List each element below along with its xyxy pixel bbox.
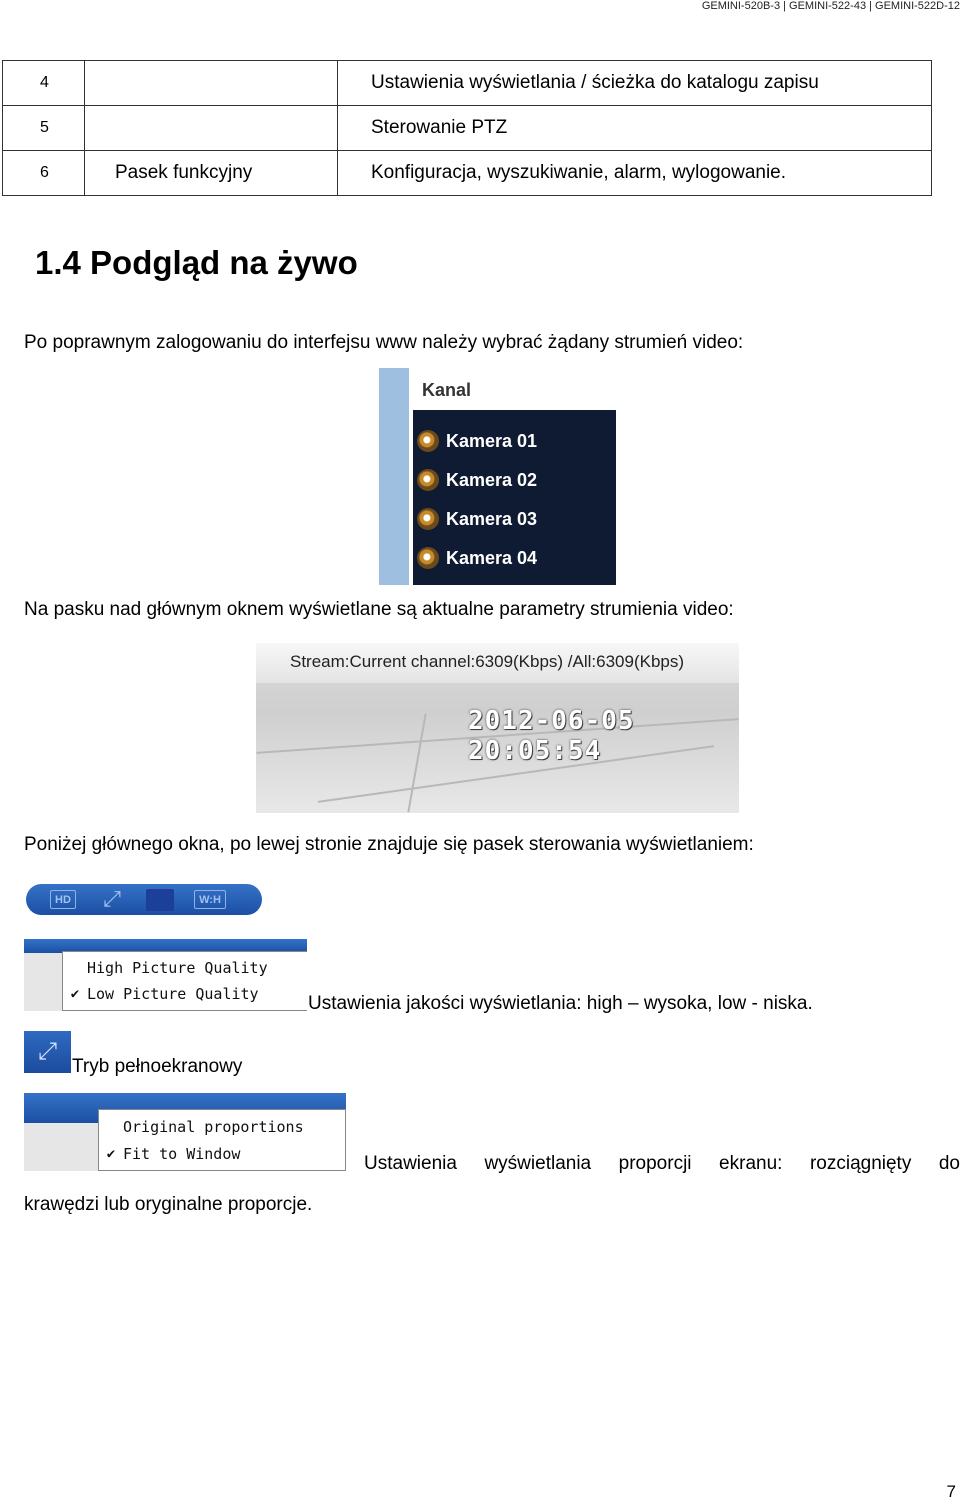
stop-square-icon[interactable] xyxy=(146,889,174,911)
table-cell-name xyxy=(85,61,338,106)
menu-item-label: Low Picture Quality xyxy=(87,985,259,1003)
hd-button[interactable]: HD xyxy=(50,890,76,909)
camera-item[interactable] xyxy=(417,465,537,495)
menu-item-label: Original proportions xyxy=(123,1118,304,1136)
menu-item-low-quality[interactable] xyxy=(63,981,307,1007)
stream-info-paragraph: Na pasku nad głównym oknem wyświetlane są aktualne parametry strumienia video: xyxy=(24,599,734,620)
stream-view-screenshot xyxy=(256,643,739,813)
spec-table xyxy=(2,60,932,196)
proportions-paragraph-line2: krawędzi lub oryginalne proporcje. xyxy=(24,1194,313,1215)
table-row xyxy=(3,61,932,106)
camera-icon xyxy=(417,469,439,491)
quality-dropdown xyxy=(62,951,307,1011)
proportions-paragraph-line1: Ustawienia wyświetlania proporcji ekranu: rozciągnięty do xyxy=(364,1153,960,1174)
stream-info-bar xyxy=(256,643,739,683)
fullscreen-icon[interactable]: ⤢ xyxy=(24,1031,71,1073)
menu-item-label: High Picture Quality xyxy=(87,959,268,977)
camera-label: Kamera 03 xyxy=(446,508,538,529)
proportion-dropdown xyxy=(98,1109,346,1171)
fullscreen-icon[interactable]: ⤢ xyxy=(103,886,121,911)
camera-label: Kamera 01 xyxy=(446,430,538,451)
channel-panel-screenshot xyxy=(379,368,616,585)
ceiling-line xyxy=(407,714,426,813)
check-icon: ✔ xyxy=(106,1146,116,1162)
table-cell-num: 4 xyxy=(3,61,85,106)
osd-timestamp: 2012-06-05 20:05:54 xyxy=(468,706,635,766)
menu-item-label: Fit to Window xyxy=(123,1145,241,1163)
table-cell-name xyxy=(85,106,338,151)
control-bar-paragraph: Poniżej głównego okna, po lewej stronie znajduje się pasek sterowania wyświetlaniem: xyxy=(24,834,754,855)
fullscreen-label: Tryb pełnoekranowy xyxy=(72,1056,243,1077)
quality-paragraph: Ustawienia jakości wyświetlania: high – wysoka, low - niska. xyxy=(308,993,813,1014)
camera-item[interactable] xyxy=(417,426,537,456)
table-cell-name: Pasek funkcyjny xyxy=(85,151,338,196)
section-title: 1.4 Podgląd na żywo xyxy=(35,244,358,281)
camera-icon xyxy=(417,547,439,569)
menu-item-original-proportions[interactable] xyxy=(99,1114,345,1140)
menu-item-fit-to-window[interactable] xyxy=(99,1141,345,1167)
check-icon: ✔ xyxy=(70,986,80,1002)
table-row xyxy=(3,151,932,196)
camera-icon xyxy=(417,430,439,452)
camera-label: Kamera 02 xyxy=(446,469,538,490)
camera-item[interactable] xyxy=(417,543,537,573)
table-cell-desc: Konfiguracja, wyszukiwanie, alarm, wylogowanie. xyxy=(338,151,932,196)
proportion-menu-screenshot xyxy=(24,1093,346,1171)
channel-panel-title: Kanal xyxy=(422,380,472,400)
camera-icon xyxy=(417,508,439,530)
table-row xyxy=(3,106,932,151)
table-cell-desc: Sterowanie PTZ xyxy=(338,106,932,151)
intro-paragraph: Po poprawnym zalogowaniu do interfejsu www należy wybrać żądany strumień video: xyxy=(24,332,744,353)
stream-bitrate-text: Stream:Current channel:6309(Kbps) /All:6309(Kbps) xyxy=(290,652,685,671)
menu-item-high-quality[interactable] xyxy=(63,955,307,981)
page-number: 7 xyxy=(946,1482,956,1501)
camera-item[interactable] xyxy=(417,504,537,534)
quality-menu-screenshot xyxy=(24,939,307,1011)
table-cell-num: 5 xyxy=(3,106,85,151)
document-header-codes: GEMINI-520B-3 | GEMINI-522-43 | GEMINI-522D-12 xyxy=(701,0,960,12)
camera-label: Kamera 04 xyxy=(446,547,538,568)
aspect-ratio-button[interactable]: W:H xyxy=(194,890,226,909)
table-cell-num: 6 xyxy=(3,151,85,196)
table-cell-desc: Ustawienia wyświetlania / ścieżka do katalogu zapisu xyxy=(338,61,932,106)
display-control-bar xyxy=(24,881,264,918)
